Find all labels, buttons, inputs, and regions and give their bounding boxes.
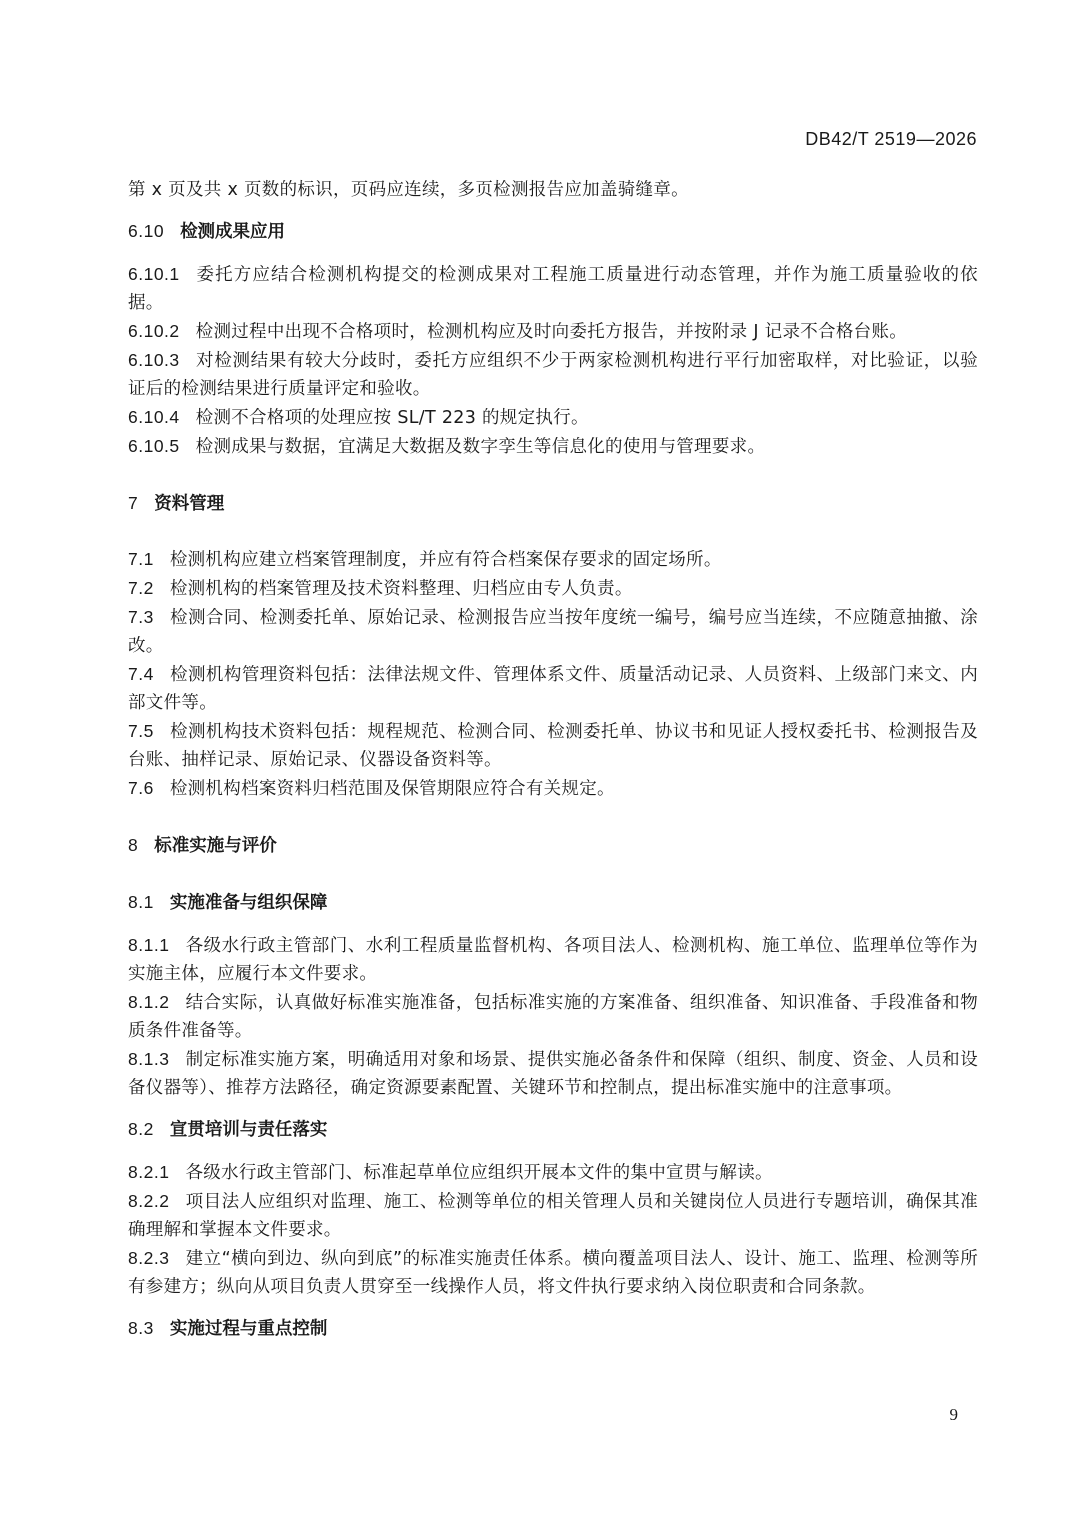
- heading-num: 8.3: [128, 1318, 154, 1338]
- heading-title: 资料管理: [154, 494, 225, 514]
- clause-6-10-3: 6.10.3 对检测结果有较大分歧时，委托方应组织不少于两家检测机构进行平行加密取样，对比验证，以验证后的检测结果进行质量评定和验收。: [128, 350, 978, 399]
- heading-8-3: [128, 1314, 978, 1343]
- continuation-text: 第 x 页及共 x 页数的标识，页码应连续，多页检测报告应加盖骑缝章。: [128, 180, 689, 200]
- clause-7-5: 7.5 检测机构技术资料包括：规程规范、检测合同、检测委托单、协议书和见证人授权委托书、检测报告及台账、抽样记录、原始记录、仪器设备资料等。: [128, 721, 978, 770]
- clause-6-10-4: 6.10.4 检测不合格项的处理应按 SL/T 223 的规定执行。: [128, 407, 589, 428]
- clause-7-4: 7.4 检测机构管理资料包括：法律法规文件、管理体系文件、质量活动记录、人员资料、上级部门来文、内部文件等。: [128, 664, 978, 713]
- clause-8-2-1: 8.2.1 各级水行政主管部门、标准起草单位应组织开展本文件的集中宣贯与解读。: [128, 1162, 773, 1183]
- clause-8-1-2: 8.1.2 结合实际，认真做好标准实施准备，包括标准实施的方案准备、组织准备、知识准备、手段准备和物质条件准备等。: [128, 992, 978, 1041]
- clause-7-1: 7.1 检测机构应建立档案管理制度，并应有符合档案保存要求的固定场所。: [128, 549, 722, 570]
- clause-8-1-1: 8.1.1 各级水行政主管部门、水利工程质量监督机构、各项目法人、检测机构、施工单位、监理单位等作为实施主体，应履行本文件要求。: [128, 935, 978, 984]
- heading-title: 实施过程与重点控制: [169, 1319, 328, 1339]
- heading-8-2: [128, 1115, 978, 1144]
- heading-num: 8: [128, 835, 139, 855]
- heading-7: [128, 489, 978, 518]
- clause-7-2: 7.2 检测机构的档案管理及技术资料整理、归档应由专人负责。: [128, 578, 633, 599]
- clause-6-10-2: 6.10.2 检测过程中出现不合格项时，检测机构应及时向委托方报告，并按附录 J 记录不合格台账。: [128, 321, 908, 342]
- heading-num: 8.2: [128, 1119, 154, 1139]
- page-content: [128, 176, 978, 1343]
- heading-title: 实施准备与组织保障: [169, 893, 328, 913]
- clause-6-10-1: 6.10.1 委托方应结合检测机构提交的检测成果对工程施工质量进行动态管理，并作为施工质量验收的依据。: [128, 264, 978, 313]
- heading-num: 8.1: [128, 892, 154, 912]
- heading-title: 标准实施与评价: [154, 836, 277, 856]
- heading-6-10: [128, 217, 978, 246]
- document-code: DB42/T 2519—2026: [805, 129, 977, 149]
- clause-8-2-3: 8.2.3 建立“横向到边、纵向到底”的标准实施责任体系。横向覆盖项目法人、设计、施工、监理、检测等所有参建方；纵向从项目负责人贯穿至一线操作人员，将文件执行要求纳入岗位职责和合同条款。: [128, 1248, 978, 1297]
- heading-8: [128, 831, 978, 860]
- clause-8-2-2: 8.2.2 项目法人应组织对监理、施工、检测等单位的相关管理人员和关键岗位人员进行专题培训，确保其准确理解和掌握本文件要求。: [128, 1191, 978, 1240]
- heading-title: 宣贯培训与责任落实: [169, 1120, 328, 1140]
- heading-num: 7: [128, 493, 139, 513]
- heading-title: 检测成果应用: [180, 222, 286, 242]
- page-number: 9: [949, 1405, 958, 1424]
- heading-8-1: [128, 888, 978, 917]
- heading-num: 6.10: [128, 221, 165, 241]
- clause-7-3: 7.3 检测合同、检测委托单、原始记录、检测报告应当按年度统一编号，编号应当连续，不应随意抽撤、涂改。: [128, 607, 978, 656]
- clause-6-10-5: 6.10.5 检测成果与数据，宜满足大数据及数字孪生等信息化的使用与管理要求。: [128, 436, 766, 457]
- clause-7-6: 7.6 检测机构档案资料归档范围及保管期限应符合有关规定。: [128, 778, 615, 799]
- clause-8-1-3: 8.1.3 制定标准实施方案，明确适用对象和场景、提供实施必备条件和保障（组织、制度、资金、人员和设备仪器等）、推荐方法路径，确定资源要素配置、关键环节和控制点，提出标准实施中的注意事项。: [128, 1049, 978, 1098]
